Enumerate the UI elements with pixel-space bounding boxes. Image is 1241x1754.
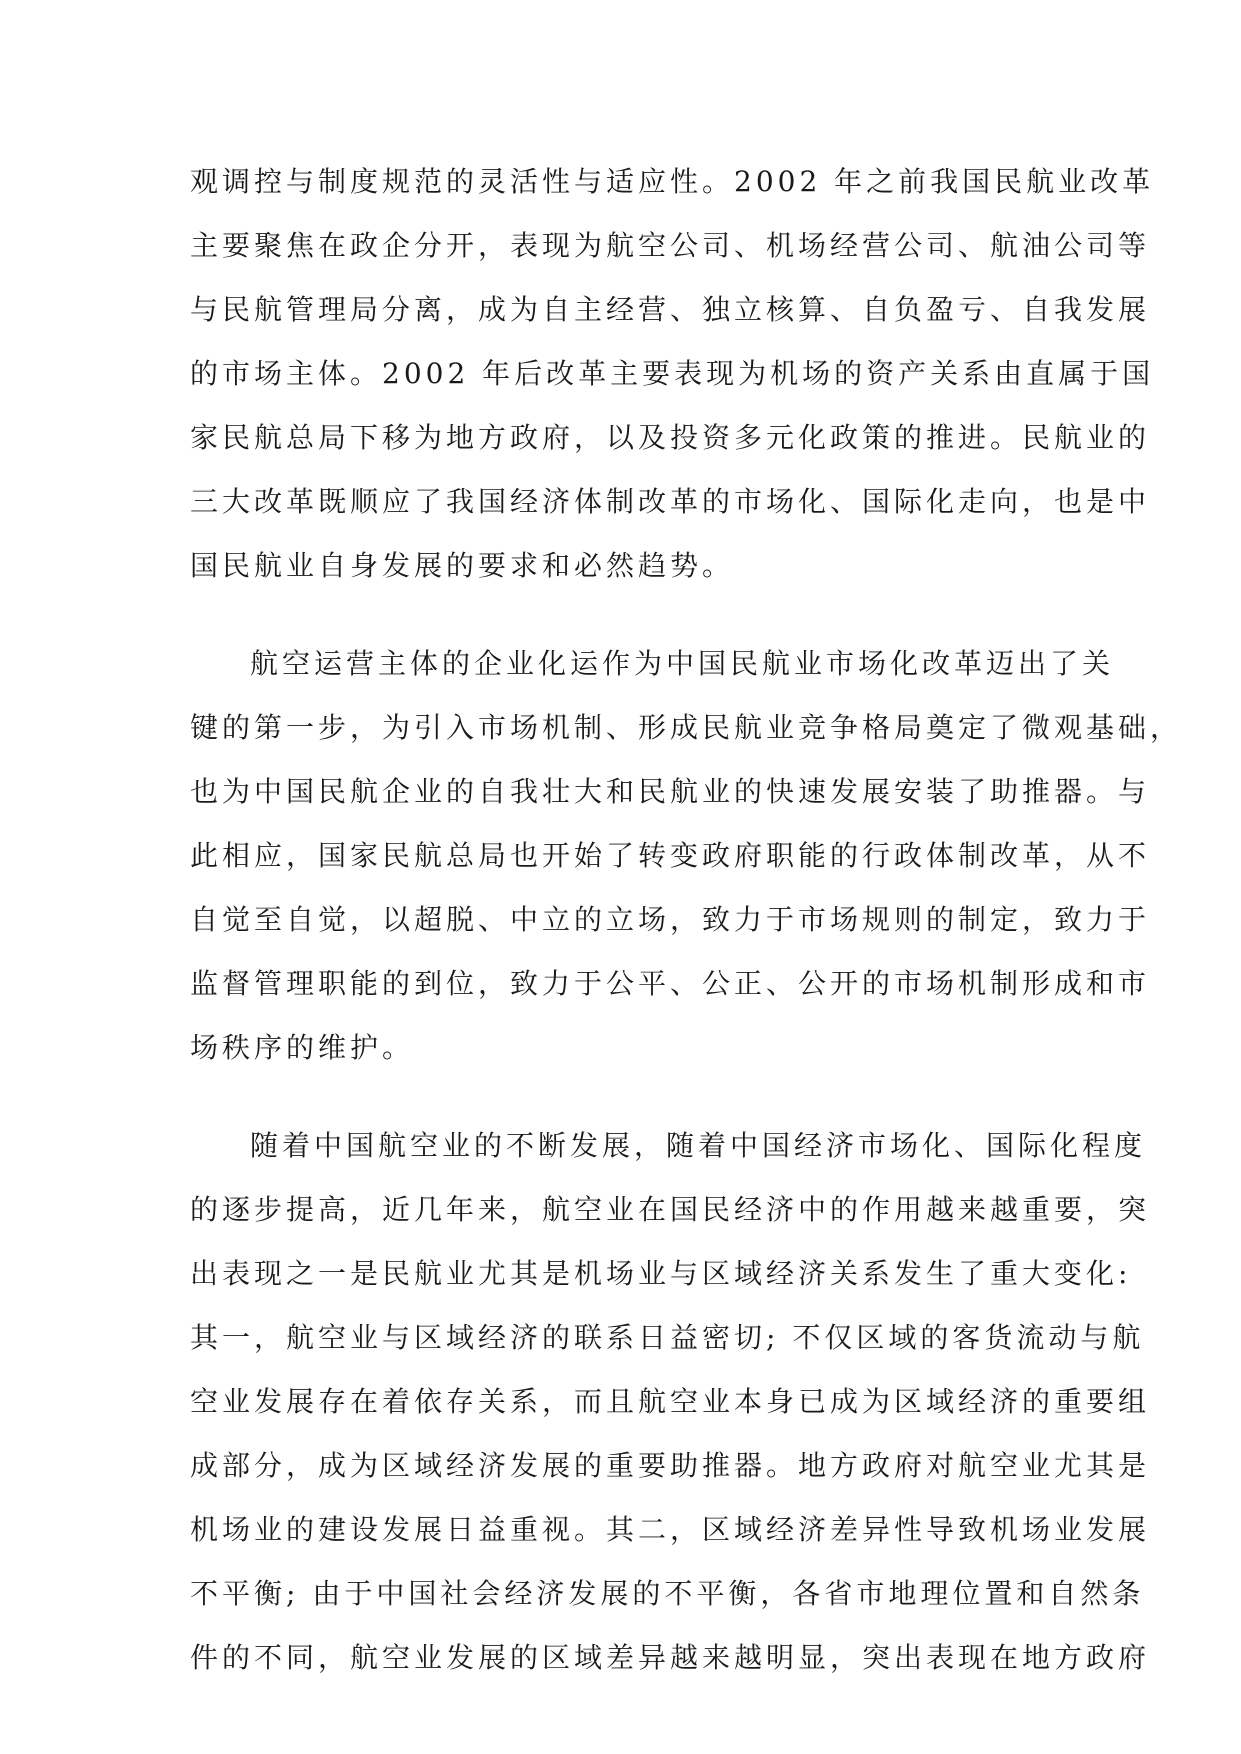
paragraph-3 — [190, 1114, 1151, 1690]
text-line: 此相应，国家民航总局也开始了转变政府职能的行政体制改革，从不 — [190, 839, 1151, 872]
text-line: 观调控与制度规范的灵活性与适应性。2002 年之前我国民航业改革 — [190, 165, 1155, 198]
text-line: 空业发展存在着依存关系，而且航空业本身已成为区域经济的重要组 — [190, 1385, 1151, 1418]
text-line: 也为中国民航企业的自我壮大和民航业的快速发展安装了助推器。与 — [190, 775, 1151, 808]
paragraph-2 — [190, 632, 1183, 1080]
text-line: 其一，航空业与区域经济的联系日益密切; 不仅区域的客货流动与航 — [190, 1321, 1145, 1354]
document-body — [190, 150, 1183, 1690]
text-line: 三大改革既顺应了我国经济体制改革的市场化、国际化走向，也是中 — [190, 485, 1151, 518]
text-line: 出表现之一是民航业尤其是机场业与区域经济关系发生了重大变化: — [190, 1257, 1132, 1290]
paragraph-spacer — [190, 598, 1052, 632]
text-line: 自觉至自觉，以超脱、中立的立场，致力于市场规则的制定，致力于 — [190, 903, 1151, 936]
text-line: 键的第一步，为引入市场机制、形成民航业竞争格局奠定了微观基础， — [190, 711, 1183, 744]
text-line: 件的不同，航空业发展的区域差异越来越明显，突出表现在地方政府 — [190, 1641, 1151, 1674]
text-line: 主要聚焦在政企分开，表现为航空公司、机场经营公司、航油公司等 — [190, 229, 1151, 262]
text-line: 随着中国航空业的不断发展，随着中国经济市场化、国际化程度 — [250, 1129, 1147, 1162]
text-line: 的逐步提高，近几年来，航空业在国民经济中的作用越来越重要，突 — [190, 1193, 1151, 1226]
text-line: 家民航总局下移为地方政府，以及投资多元化政策的推进。民航业的 — [190, 421, 1151, 454]
text-line: 机场业的建设发展日益重视。其二，区域经济差异性导致机场业发展 — [190, 1513, 1151, 1546]
text-line: 监督管理职能的到位，致力于公平、公正、公开的市场机制形成和市 — [190, 967, 1151, 1000]
text-line: 与民航管理局分离，成为自主经营、独立核算、自负盈亏、自我发展 — [190, 293, 1151, 326]
text-line: 成部分，成为区域经济发展的重要助推器。地方政府对航空业尤其是 — [190, 1449, 1151, 1482]
paragraph-spacer — [190, 1080, 1052, 1114]
text-line: 国民航业自身发展的要求和必然趋势。 — [190, 549, 735, 582]
paragraph-1 — [190, 150, 1155, 598]
text-line: 航空运营主体的企业化运作为中国民航业市场化改革迈出了关 — [250, 647, 1115, 680]
text-line: 不平衡; 由于中国社会经济发展的不平衡，各省市地理位置和自然条 — [190, 1577, 1145, 1610]
text-line: 的市场主体。2002 年后改革主要表现为机场的资产关系由直属于国 — [190, 357, 1155, 390]
text-line: 场秩序的维护。 — [190, 1031, 415, 1064]
